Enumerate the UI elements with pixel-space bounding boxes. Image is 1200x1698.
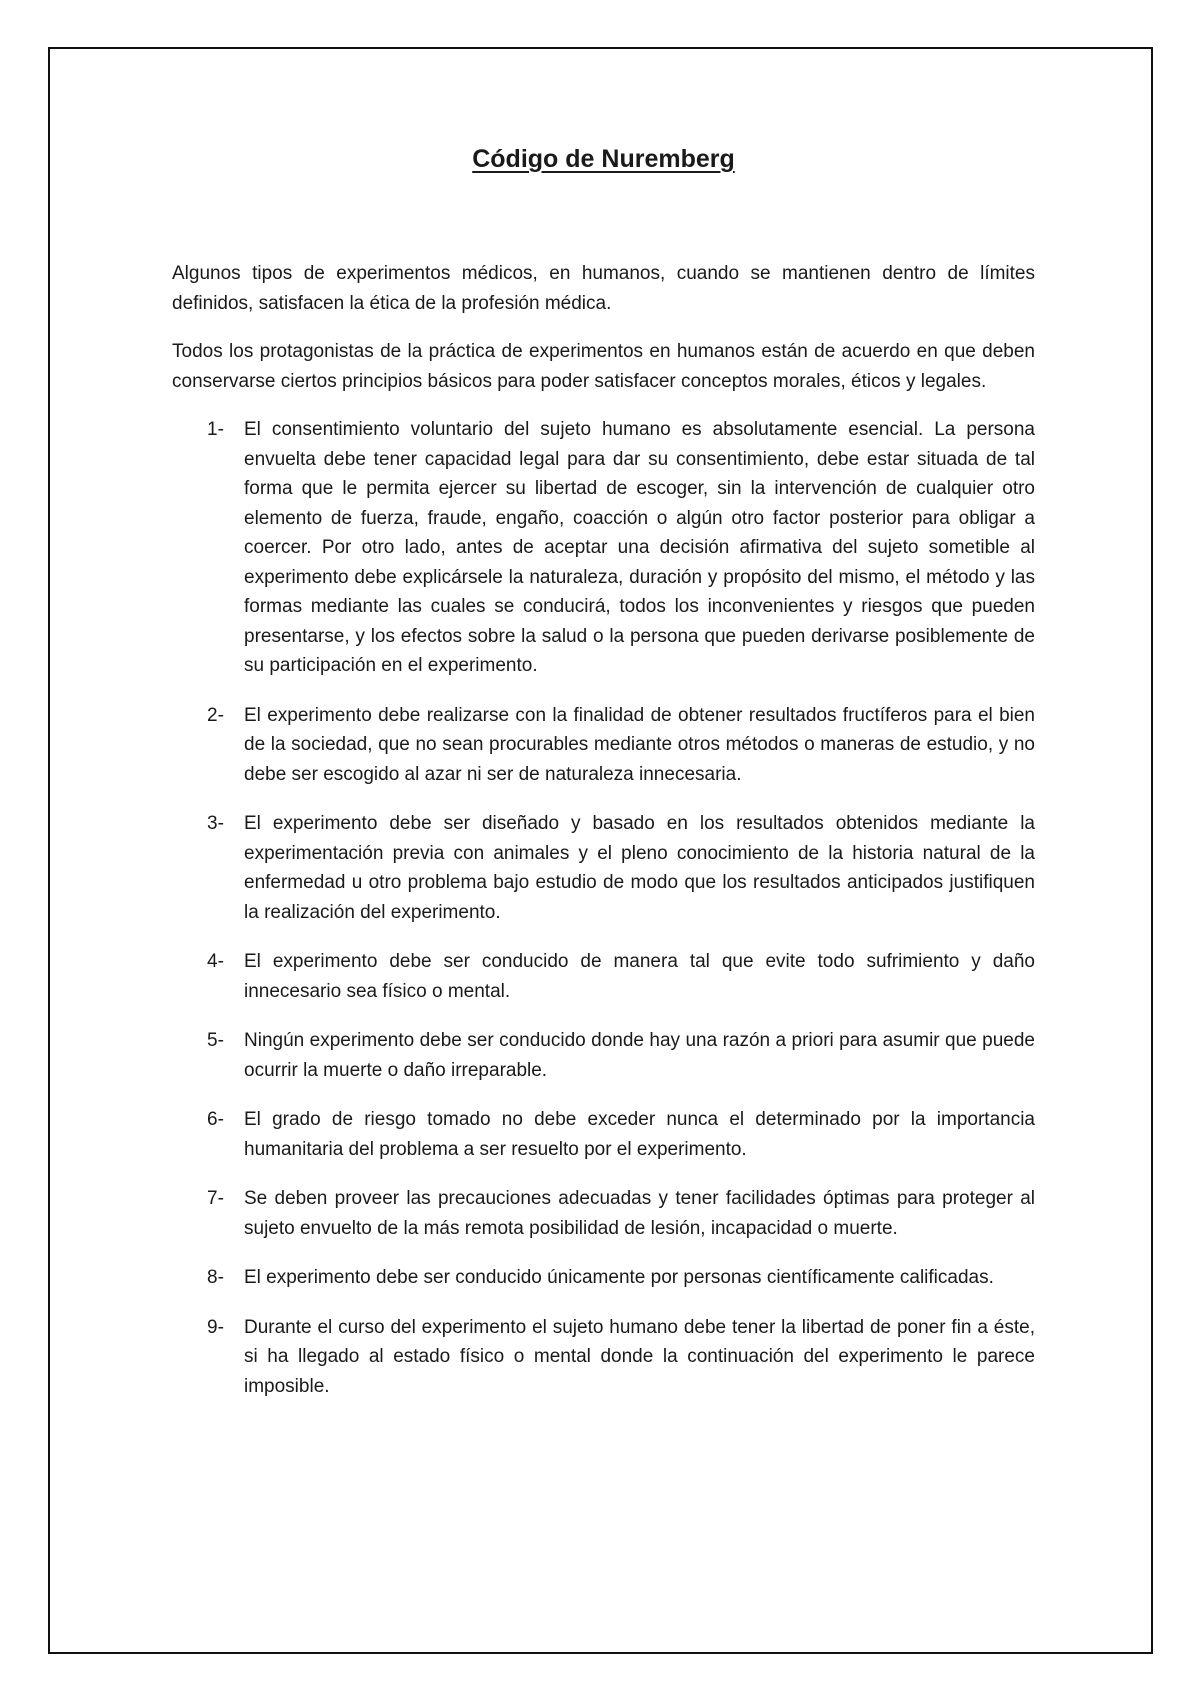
principle-text: El experimento debe ser diseñado y basado en los resultados obtenidos mediante la experimentación previa con animales y el pleno conocimiento de la historia natural de la enfermedad u otro problema bajo estudio de modo que los resultados anticipados justifiquen la realización del experimento. [244, 813, 1035, 923]
principle-item [172, 701, 1035, 790]
principle-number: 8- [207, 1267, 224, 1288]
document-body [172, 140, 1035, 1421]
principle-text: El grado de riesgo tomado no debe exceder nunca el determinado por la importancia humanitaria del problema a ser resuelto por el experimento. [244, 1109, 1035, 1160]
principle-number: 1- [207, 419, 224, 440]
principle-text: El experimento debe ser conducido de manera tal que evite todo sufrimiento y daño innecesario sea físico o mental. [244, 951, 1035, 1002]
principle-item [172, 809, 1035, 927]
principle-number: 4- [207, 951, 224, 972]
principle-item [172, 947, 1035, 1006]
principle-item [172, 1184, 1035, 1243]
principle-text: Durante el curso del experimento el sujeto humano debe tener la libertad de poner fin a éste, si ha llegado al estado físico o mental donde la continuación del experimento le parece imposible. [244, 1316, 1035, 1397]
principle-text: Ningún experimento debe ser conducido donde hay una razón a priori para asumir que puede ocurrir la muerte o daño irreparable. [244, 1030, 1035, 1081]
intro-paragraph-2: Todos los protagonistas de la práctica de experimentos en humanos están de acuerdo en que deben conservarse ciertos principios básicos para poder satisfacer conceptos morales, éticos y legales. [172, 341, 1035, 392]
principle-item [172, 415, 1035, 681]
principles-list [172, 415, 1035, 1401]
principle-number: 2- [207, 704, 224, 726]
principle-text: Se deben proveer las precauciones adecuadas y tener facilidades óptimas para proteger al sujeto envuelto de la más remota posibilidad de lesión, incapacidad o muerte. [244, 1188, 1035, 1239]
principle-item [172, 1313, 1035, 1402]
principle-text: El experimento debe realizarse con la finalidad de obtener resultados fructíferos para el bien de la sociedad, que no sean procurables mediante otros métodos o maneras de estudio, y no debe ser escogido al azar ni ser de naturaleza innecesaria. [244, 704, 1035, 785]
intro-paragraph-1: Algunos tipos de experimentos médicos, en humanos, cuando se mantienen dentro de límites definidos, satisfacen la ética de la profesión médica. [172, 263, 1035, 314]
principle-number: 9- [207, 1316, 224, 1338]
principle-text: El consentimiento voluntario del sujeto humano es absolutamente esencial. La persona envuelta debe tener capacidad legal para dar su consentimiento, debe estar situada de tal forma que le permita ejercer su libertad de escoger, sin la intervención de cualquier otro elemento de fuerza, fraude, engaño, coacción o algún otro factor posterior para obligar a coercer. Por otro lado, antes de aceptar una decisión afirmativa del sujeto sometible al experimento debe explicársele la naturaleza, duración y propósito del mismo, el método y las formas mediante las cuales se conducirá, todos los inconvenientes y riesgos que pueden presentarse, y los efectos sobre la salud o la persona que pueden derivarse posiblemente de su participación en el experimento. [244, 419, 1035, 676]
principle-text: El experimento debe ser conducido únicamente por personas científicamente calificadas. [244, 1267, 994, 1288]
principle-number: 3- [207, 813, 224, 834]
principle-number: 7- [207, 1188, 224, 1209]
principle-item [172, 1105, 1035, 1164]
principle-item [172, 1263, 1035, 1293]
principle-number: 6- [207, 1109, 224, 1130]
principle-item [172, 1026, 1035, 1085]
principle-number: 5- [207, 1030, 224, 1051]
document-title: Código de Nuremberg [472, 145, 735, 173]
